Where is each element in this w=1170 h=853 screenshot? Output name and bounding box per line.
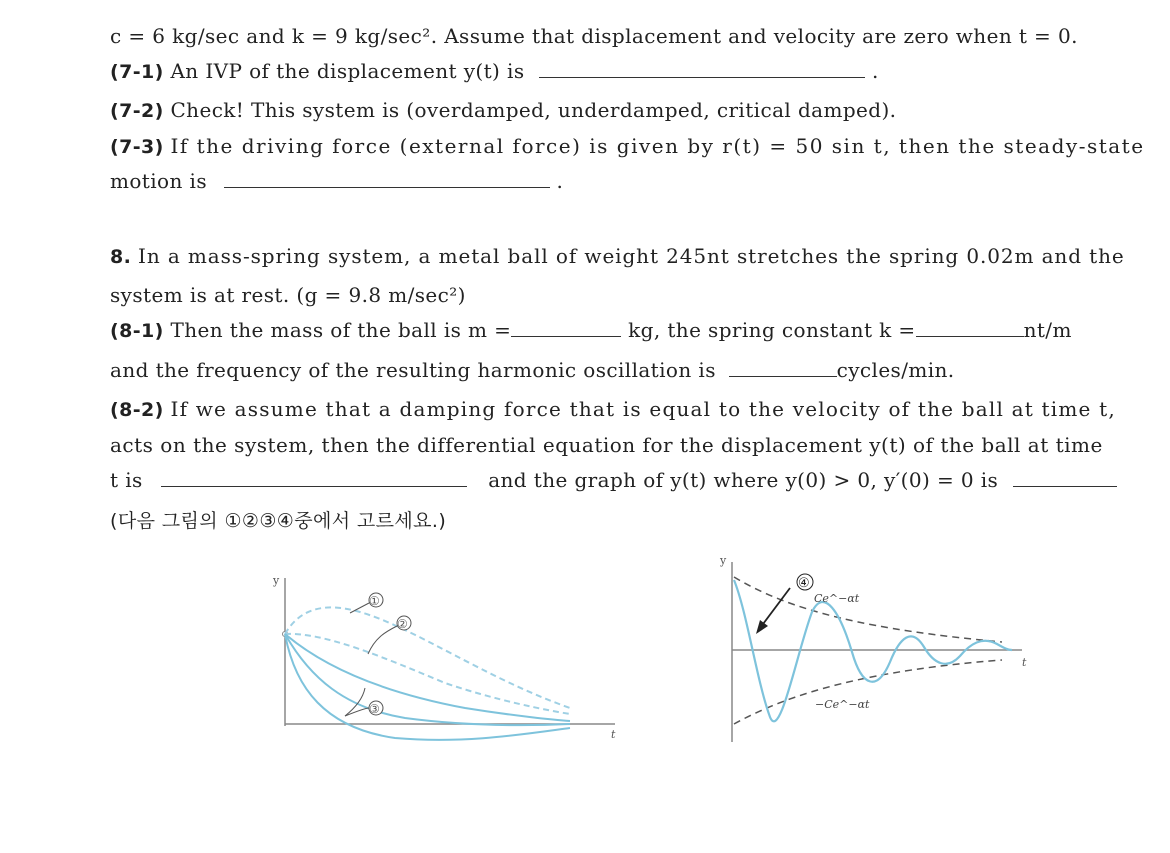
right-y-label: y <box>720 554 727 567</box>
arrow-4 <box>760 588 790 628</box>
p8-q1-text-c: nt/m <box>1023 318 1072 342</box>
p7-q3-answer-blank[interactable] <box>224 167 550 188</box>
p8-frequency-blank[interactable] <box>729 356 837 377</box>
p7-q2-text: Check! This system is (overdamped, underdamped, critical damped). <box>170 98 897 122</box>
lower-envelope-label: −Ce^−αt <box>815 698 870 711</box>
curve-1 <box>285 607 570 708</box>
p8-graph-choice-blank[interactable] <box>1013 466 1117 487</box>
p8-q2-text-c: t is <box>110 468 143 492</box>
cut-off-line <box>110 0 230 12</box>
mark-2: ② <box>397 617 408 631</box>
p7-q1-number: (7-1) <box>110 61 164 83</box>
p8-q1-number: (8-1) <box>110 320 164 342</box>
left-y-label: y <box>273 574 280 587</box>
curve-3a <box>285 634 570 721</box>
p7-given-text: c = 6 kg/sec and k = 9 kg/sec². Assume that displacement and velocity are zero when t = 0. <box>110 24 1078 48</box>
p7-given-line <box>110 22 1078 50</box>
p8-q2-number: (8-2) <box>110 399 164 421</box>
p7-q1: (7-1) An IVP of the displacement y(t) is . <box>110 59 879 83</box>
p8-text-2: system is at rest. (g = 9.8 m/sec²) <box>110 283 466 307</box>
p7-q3-cont: motion is . <box>110 169 564 193</box>
p8-q2-cont2 <box>110 466 1117 494</box>
p8-number: 8. <box>110 246 132 268</box>
p8-korean-note <box>110 506 446 535</box>
p8-spring-constant-blank[interactable] <box>916 316 1024 337</box>
p7-q2 <box>110 96 896 125</box>
curve-2 <box>285 634 570 714</box>
p7-q3-text: If the driving force (external force) is given by r(t) = 50 sin t, then the steady-state <box>170 134 1145 158</box>
p8-q1-text-b: kg, the spring constant k = <box>628 318 916 342</box>
lower-envelope <box>734 660 1002 724</box>
pointer-2 <box>368 626 397 654</box>
p8-line2 <box>110 281 466 309</box>
right-graph <box>712 552 1042 747</box>
p8-ode-blank[interactable] <box>161 466 467 487</box>
p8-text-1: In a mass-spring system, a metal ball of weight 245nt stretches the spring 0.02m and the <box>138 244 1125 268</box>
p8-q1-text-e: cycles/min. <box>836 358 955 382</box>
p7-q3-cont-text: motion is <box>110 169 207 193</box>
p8-korean-text: (다음 그림의 ①②③④중에서 고르세요.) <box>110 510 447 532</box>
p8-q2 <box>110 395 1116 424</box>
p8-q2-text-b: acts on the system, then the differential equation for the displacement y(t) of the ball at time <box>110 433 1103 457</box>
p8-q1-cont <box>110 356 955 384</box>
p8-q2-cont <box>110 431 1103 459</box>
left-t-label: t <box>611 728 616 741</box>
mark-4: ④ <box>798 576 810 591</box>
p7-q3-number: (7-3) <box>110 136 164 158</box>
p7-q1-text: An IVP of the displacement y(t) is <box>170 59 525 83</box>
left-graph <box>265 568 625 746</box>
right-t-label: t <box>1022 656 1027 669</box>
p8-mass-blank[interactable] <box>511 316 621 337</box>
upper-envelope-label: Ce^−αt <box>814 592 860 605</box>
mark-1: ① <box>369 594 380 608</box>
p7-q1-answer-blank[interactable] <box>539 57 865 78</box>
p8-q1-text-d: and the frequency of the resulting harmonic oscillation is <box>110 358 716 382</box>
mark-3: ③ <box>369 702 380 716</box>
p7-q2-number: (7-2) <box>110 100 164 122</box>
p8-line1 <box>110 242 1125 271</box>
p7-q3 <box>110 132 1145 161</box>
p8-q1-text-a: Then the mass of the ball is m = <box>170 318 512 342</box>
p8-q2-text-a: If we assume that a damping force that is equal to the velocity of the ball at time t, <box>170 397 1116 421</box>
p8-q2-text-d: and the graph of y(t) where y(0) > 0, y′(0) = 0 is <box>488 468 999 492</box>
p8-q1 <box>110 316 1072 345</box>
arrow-4-head <box>756 620 768 634</box>
